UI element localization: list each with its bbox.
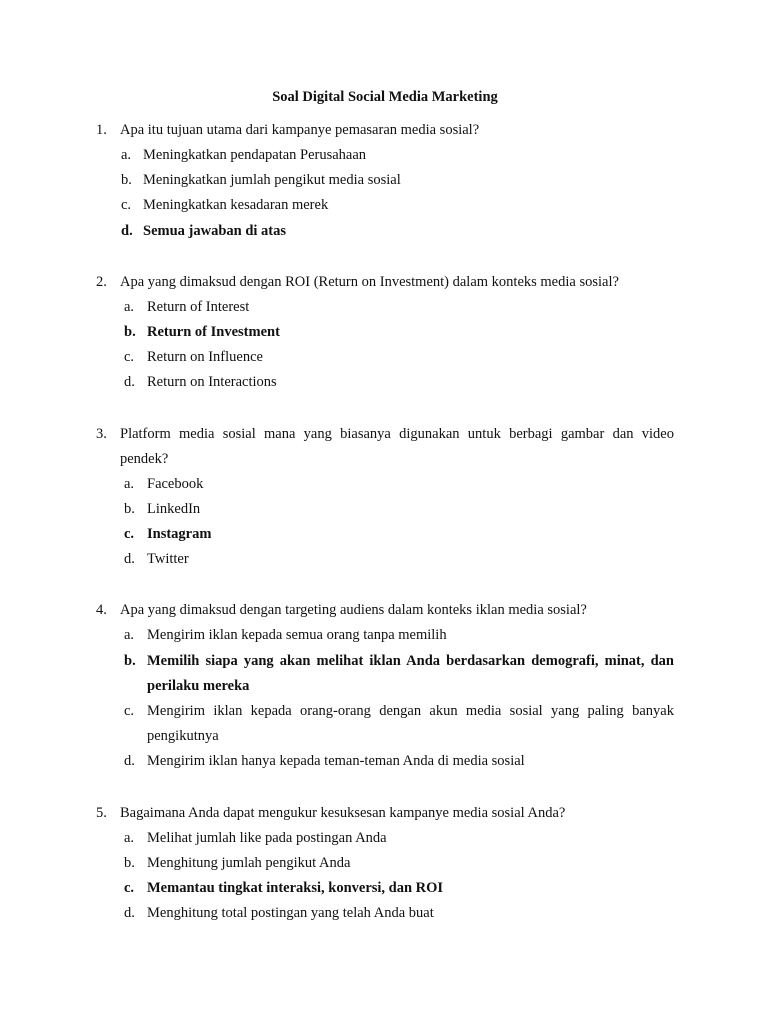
option-list (96, 623, 674, 774)
option-text: Semua jawaban di atas (143, 222, 287, 239)
option-letter: d. (121, 222, 133, 239)
option-text: Facebook (147, 475, 204, 492)
option-text: Mengirim iklan hanya kepada teman-teman Anda di media sosial (147, 753, 525, 770)
option-list (96, 826, 674, 927)
question-number: 5. (96, 804, 107, 821)
question-1 (96, 118, 674, 244)
option (96, 472, 674, 497)
option (96, 826, 674, 851)
option-text: Memilih siapa yang akan melihat iklan Anda berdasarkan demografi, minat, dan perilaku mereka (147, 652, 674, 694)
option-text: Mengirim iklan kepada semua orang tanpa memilih (147, 627, 447, 644)
option-text: Melihat jumlah like pada postingan Anda (147, 829, 387, 846)
option (96, 143, 674, 168)
option-letter: c. (124, 349, 135, 366)
option-letter: d. (124, 374, 135, 391)
option (96, 749, 674, 774)
option-text: Mengirim iklan kepada orang-orang dengan akun media sosial yang paling banyak pengikutnya (147, 703, 674, 745)
option-letter: c. (121, 197, 132, 214)
question-number: 4. (96, 602, 107, 619)
option (96, 497, 674, 522)
question-number: 1. (96, 122, 107, 138)
question-row (96, 801, 674, 826)
question-text: Apa itu tujuan utama dari kampanye pemasaran media sosial? (120, 122, 480, 138)
option (96, 168, 674, 193)
question-4 (96, 598, 674, 774)
option-text: LinkedIn (147, 500, 201, 517)
option-text: Return on Influence (147, 349, 263, 366)
option-text: Memantau tingkat interaksi, konversi, dan ROI (147, 880, 444, 897)
document-title: Soal Digital Social Media Marketing (272, 89, 498, 105)
question-row (96, 118, 674, 143)
question-row (96, 598, 674, 623)
option-correct (96, 219, 674, 244)
option-list (96, 472, 674, 573)
option (96, 295, 674, 320)
question-2 (96, 270, 674, 396)
option (96, 851, 674, 876)
option-text: Instagram (147, 526, 212, 543)
option-letter: b. (124, 324, 136, 341)
question-list (96, 118, 674, 926)
option (96, 699, 674, 749)
option-text: Meningkatkan jumlah pengikut media sosial (143, 172, 401, 189)
option-text: Twitter (147, 551, 189, 568)
option-letter: a. (124, 298, 135, 315)
option-text: Meningkatkan kesadaran merek (143, 197, 329, 214)
option-list (96, 143, 674, 244)
option-correct (96, 320, 674, 345)
question-text: Apa yang dimaksud dengan ROI (Return on Investment) dalam konteks media sosial? (120, 273, 619, 290)
option-letter: c. (124, 526, 135, 543)
question-number: 2. (96, 273, 107, 290)
option-letter: a. (124, 829, 135, 846)
option-text: Return on Interactions (147, 374, 277, 391)
option (96, 547, 674, 572)
option-letter: a. (124, 627, 135, 644)
option-letter: d. (124, 551, 135, 568)
option-text: Return of Interest (147, 298, 250, 315)
option-text: Return of Investment (147, 324, 280, 341)
option-letter: b. (124, 652, 136, 669)
question-text: Apa yang dimaksud dengan targeting audiens dalam konteks iklan media sosial? (120, 602, 587, 619)
option-letter: a. (124, 475, 135, 492)
option (96, 193, 674, 218)
question-row (96, 422, 674, 472)
option (96, 370, 674, 395)
option-letter: d. (124, 753, 135, 770)
option-letter: d. (124, 905, 135, 922)
option (96, 623, 674, 648)
option-correct (96, 649, 674, 699)
option-letter: b. (124, 854, 135, 871)
option-correct (96, 522, 674, 547)
option-letter: b. (124, 500, 135, 517)
question-row (96, 270, 674, 295)
option-letter: c. (124, 703, 135, 720)
question-number: 3. (96, 425, 107, 442)
option-text: Menghitung total postingan yang telah Anda buat (147, 905, 434, 922)
option (96, 901, 674, 926)
question-text: Bagaimana Anda dapat mengukur kesuksesan kampanye media sosial Anda? (120, 804, 566, 821)
option-text: Meningkatkan pendapatan Perusahaan (143, 147, 367, 163)
question-text: Platform media sosial mana yang biasanya digunakan untuk berbagi gambar dan video pendek? (120, 425, 674, 467)
question-5 (96, 801, 674, 927)
option-text: Menghitung jumlah pengikut Anda (147, 854, 351, 871)
option-list (96, 295, 674, 396)
option-letter: b. (121, 172, 132, 189)
option (96, 345, 674, 370)
option-letter: c. (124, 880, 135, 897)
question-3 (96, 422, 674, 573)
option-letter: a. (121, 147, 132, 163)
option-correct (96, 876, 674, 901)
